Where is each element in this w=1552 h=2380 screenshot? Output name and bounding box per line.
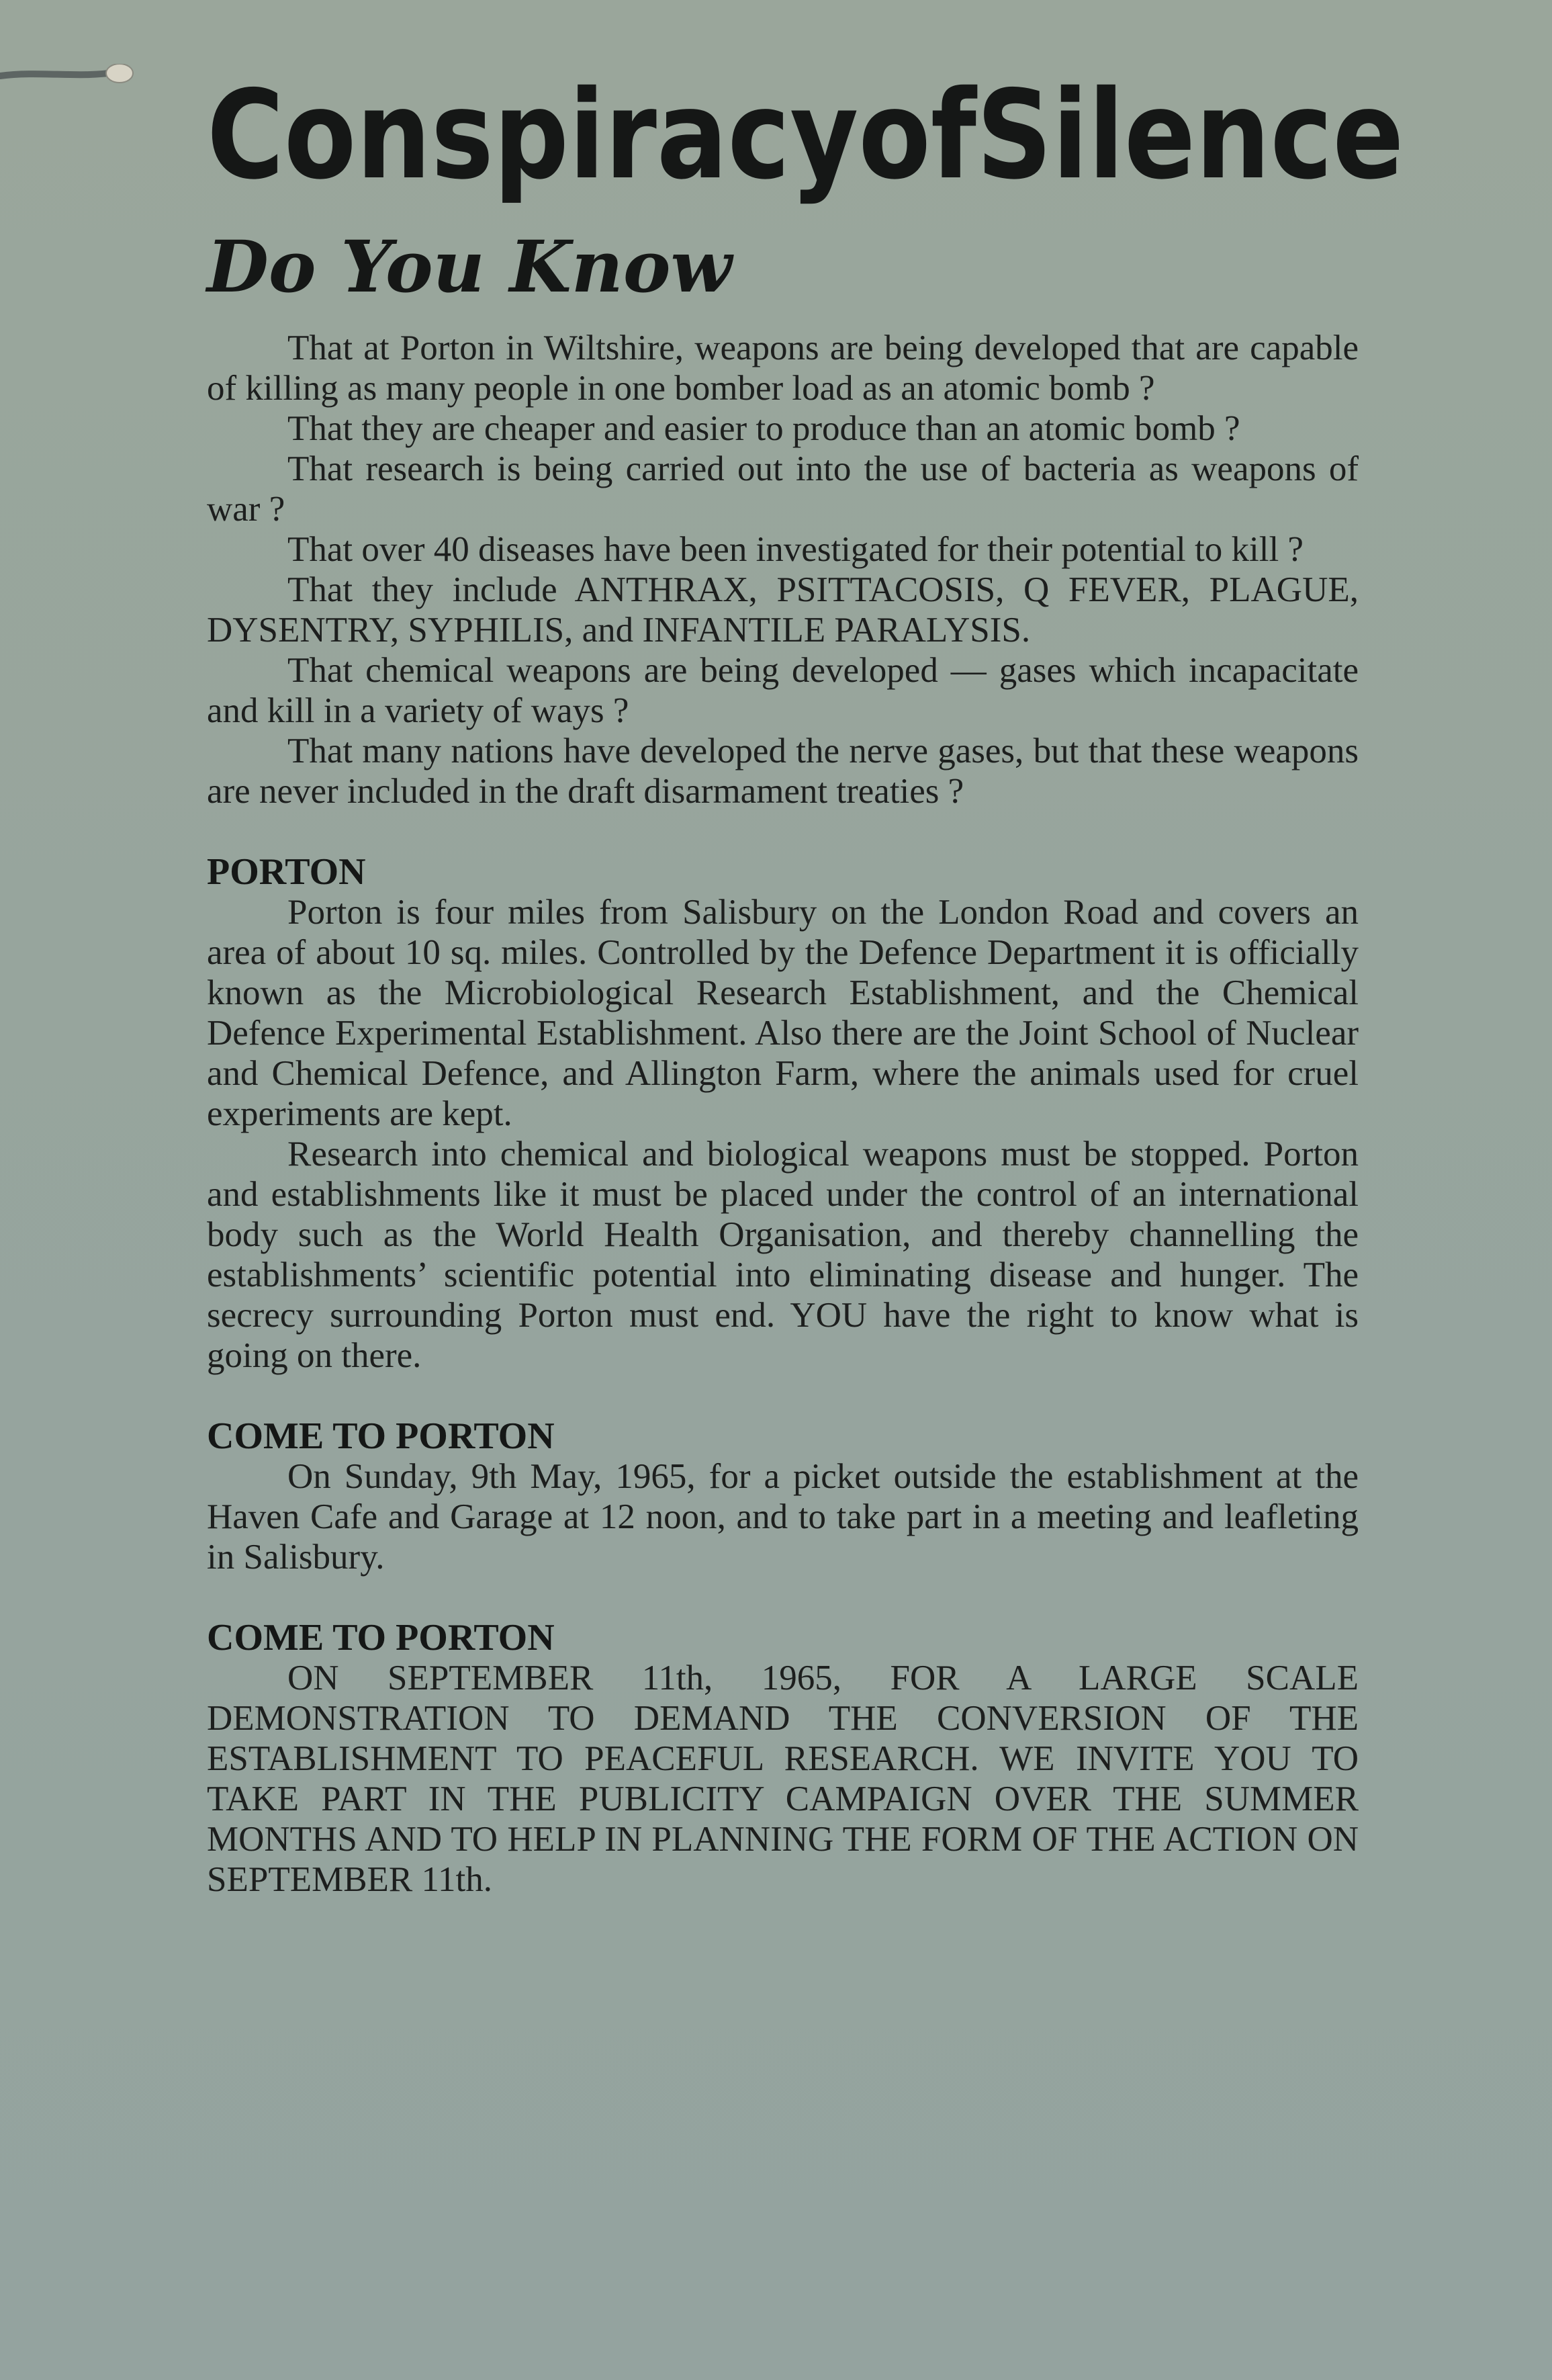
subheading: Do You Know — [207, 224, 732, 308]
spacer — [207, 1577, 1359, 1618]
spacer — [207, 811, 1359, 852]
hanging-string-icon — [0, 64, 134, 91]
question-paragraph: That they include ANTHRAX, PSITTACOSIS, Q FEVER, PLAGUE, DYSENTRY, SYPHILIS, and INFANTILE PARALYSIS. — [207, 570, 1359, 650]
may-picket-paragraph: On Sunday, 9th May, 1965, for a picket outside the establishment at the Haven Cafe and Garage at 12 noon, and to take part in a meeting and leafleting in Salisbury. — [207, 1457, 1359, 1577]
come-to-porton-may-section — [207, 1456, 1359, 1577]
question-paragraph: That many nations have developed the nerve gases, but that these weapons are never included in the draft disarmament treaties ? — [207, 732, 1359, 811]
come-to-porton-september-section — [207, 1658, 1359, 1900]
come-to-porton-september-heading: COME TO PORTON — [207, 1617, 555, 1659]
question-paragraph: That research is being carried out into the use of bacteria as weapons of war ? — [207, 449, 1359, 529]
porton-paragraph: Research into chemical and biological weapons must be stopped. Porton and establishments like it must be placed under the control of an international body such as the World Health Organisation, and thereby channelling the establishments’ scientific potential into eliminating disease and hunger. The secrecy surrounding Porton must end. YOU have the right to know what is going on there. — [207, 1135, 1359, 1375]
headline-word: Silence — [976, 64, 1404, 206]
headline-word: Conspiracy — [207, 64, 859, 206]
september-demonstration-paragraph: ON SEPTEMBER 11th, 1965, FOR A LARGE SCALE DEMONSTRATION TO DEMAND THE CONVERSION OF THE ESTABLISHMENT TO PEACEFUL RESEARCH. WE INVITE YOU TO TAKE PART IN THE PUBLICITY CAMPAIGN OVER THE SUMMER MONTHS AND TO HELP IN PLANNING THE FORM OF THE ACTION ON SEPTEMBER 11th. — [207, 1659, 1359, 1899]
question-paragraph: That they are cheaper and easier to produce than an atomic bomb ? — [287, 409, 1240, 448]
come-to-porton-may-heading: COME TO PORTON — [207, 1415, 555, 1457]
question-paragraph: That chemical weapons are being developed — gases which incapacitate and kill in a variety of ways ? — [207, 651, 1359, 730]
headline — [207, 64, 1404, 206]
porton-heading: PORTON — [207, 851, 366, 893]
questions-block — [207, 328, 1359, 811]
porton-paragraph: Porton is four miles from Salisbury on the London Road and covers an area of about 10 sq. miles. Controlled by the Defence Department it is officially known as the Microbiological Research Establishment, and the Chemical Defence Experimental Establishment. Also there are the Joint School of Nuclear and Chemical Defence, and Allington Farm, where the animals used for cruel experiments are kept. — [207, 893, 1359, 1133]
question-paragraph: That at Porton in Wiltshire, weapons are being developed that are capable of killing as many people in one bomber load as an atomic bomb ? — [207, 328, 1359, 408]
leaflet-content — [207, 64, 1404, 1900]
spacer — [207, 1376, 1359, 1416]
porton-section — [207, 892, 1359, 1376]
question-paragraph: That over 40 diseases have been investigated for their potential to kill ? — [287, 530, 1304, 569]
headline-word: of — [858, 64, 976, 206]
